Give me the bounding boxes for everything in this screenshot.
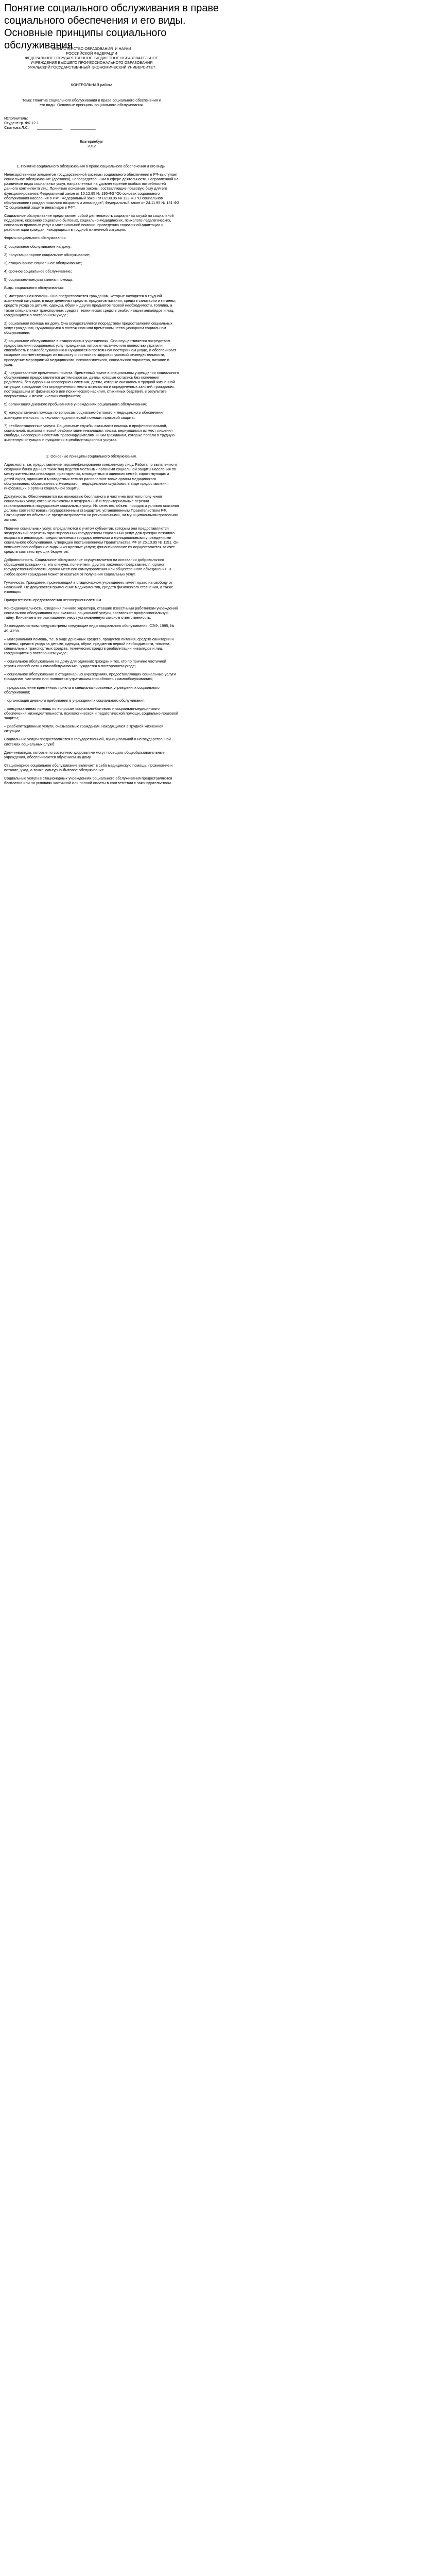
paragraph: Социальное обслуживание представляет собой деятельность социальных служб по социальной поддержке, оказанию социально-бытовых, социально-медицинских, психолого-педагогических, социально-правовых услуг и материальной помощи, проведению социальной адаптации и реабилитации граждан, находящихся в трудной жизненной ситуации. [4, 213, 174, 232]
document-title: Понятие социального обслуживания в праве социального обеспечения и его виды. Основные принципы социального обслуживания [4, 3, 219, 51]
paragraph: Формы социального обслуживания: [4, 235, 67, 241]
paragraph: Социальные услуги в стационарных учреждениях социального обслуживания предоставляются бесплатно или на условиях частичной или полной оплаты в соответствии с законодательством. [4, 776, 172, 786]
performer-line: Студент гр. ФК-12-1 [4, 121, 39, 126]
paragraph: Дети-инвалиды, которые по состоянию здоровья не могут посещать общеобразовательные учреждения, обеспечиваются обучением на дому. [4, 750, 165, 759]
paragraph: 3) социальное обслуживание в стационарных учреждениях. Оно осуществляется посредством предоставления социальных услуг гражданам, которые частично или полностью утратили способность к самообслуживанию и нуждаются в постоянном постороннем уходе, и обеспечивает создание соответствующих их возрасту и состоянию здоровья условий жизнедеятельности, проведение мероприятий медицинского, психологического, социального характера, питание и уход; [4, 338, 177, 367]
paragraph: – предоставление временного приюта в специализированных учреждениях социального обслуживания; [4, 685, 160, 694]
paragraph: 2) полустационарное социальное обслуживание; [4, 252, 90, 257]
paragraph: 5) социально-консультативная помощь. [4, 277, 74, 282]
work-type-label: КОНТРОЛЬНАЯ работа [71, 82, 113, 87]
paragraph: Перечни социальных услуг, определяются с учетом субъектов, которым они предоставляются. Федеральный перечень гарантированных государством социальных услуг для граждан пожилого возраста и инвалидов, предоставляемых государственными и муниципальными учреждениями социального обслуживания, утвержден постановлением Правительства РФ от 25.10.95 № 1151. Он включает разнообразные виды и конкретные услуги; финансирование их осуществляется за счет средств соответствующих бюджетов. [4, 526, 179, 554]
performer-line: Исполнитель: [4, 116, 28, 121]
paragraph: – реабилитационные услуги, оказываемые гражданам, находящимся в трудной жизненной ситуации. [4, 724, 164, 734]
university-header [4, 46, 179, 70]
paragraph: 6) консультативная помощь по вопросам социально-бытового и медицинского обеспечения жизнедеятельности, психолого-педагогической помощи, правовой защиты; [4, 410, 165, 420]
paragraph: Приоритетность предоставления несовершеннолетним. [4, 597, 102, 602]
paragraph: Гуманность. Гражданин, проживающий в стационарном учреждении, имеет право на свободу от наказаний. Не допускается применение медикаментов, средств физического стеснения, а также изоляции. [4, 580, 173, 594]
paragraph: 3) стационарное социальное обслуживание; [4, 260, 82, 265]
paragraph: 4) срочное социальное обслуживание; [4, 268, 72, 274]
paragraph: 1) социальное обслуживание на дому; [4, 244, 72, 249]
paragraph: – материальная помощь, т.е. в виде денежных средств, продуктов питания, средств санитарии и гигиены, средств ухода за детьми, одежды, обуви, предметов первой необходимости, топлива, специальных транспортных средств, технических средств реабилитации инвалидов и лиц, нуждающихся в постороннем уходе; [4, 636, 174, 655]
paragraph: Адресность, т.е. предоставление персонифицированно конкретному лицу. Работа по выявлению и созданию банка данных таких лиц ведется местными органами социальной защиты населения по месту жительства инвалидов, престарелых, многодетных и одиноких семей, сиротствующих и детей-сирот, одиноких и многодетных семьях располагают также органы медицинского обслуживания, образования, с Немецкого – медицинскими службами, в виде предоставления информации в органы социальной защиты. [4, 462, 177, 490]
paragraph: Виды социального обслуживания: [4, 285, 64, 291]
performer-block [4, 116, 179, 130]
section-heading: 2. Основные принципы социального обслуживания. [46, 454, 137, 459]
document-body [4, 161, 179, 2576]
paragraph: 7) реабилитационные услуги. Социальные службы оказывают помощь в профессиональной, социальной, психологической реабилитации инвалидам, лицам, вернувшимся из мест лишения свободы, несовершеннолетним правонарушителям, иным гражданам, которые попали в трудную жизненную ситуацию и нуждаются в реабилитационных услугах. [4, 423, 175, 443]
paragraph: – организация дневного пребывания в учреждениях социального обслуживания; [4, 698, 146, 703]
paragraph: 1) материальная помощь. Она предоставляется гражданам, которые находятся в трудной жизненной ситуации, в виде денежных средств, продуктов питания, средств санитарии и гигиены, средств ухода за детьми, одежды, обуви и других предметов первой необходимости, топлива, а также специальных транспортных средств, технических средств реабилитации инвалидов и лиц, нуждающихся в постороннем уходе; [4, 294, 176, 317]
topic-block [4, 98, 179, 107]
paragraph: Стационарное социальное обслуживание включает в себя медицинскую помощь, проживание и питание, уход, а также культурно-бытовое обслуживание. [4, 762, 173, 772]
section-gap [4, 446, 179, 451]
paragraph: 5) организация дневного пребывания в учреждениях социального обслуживания; [4, 402, 147, 407]
paragraph: – социальное обслуживание на дому для одиноких граждан и тех, кто по причине частичной утраты способности к самообслуживанию нуждается в постороннем уходе; [4, 659, 166, 669]
paragraph: Нелекарственным элементом государственной системы социального обеспечения в РФ выступает социальное обслуживание (доставка), непосредственным в сфере деятельности, направленной на различные виды социальных услуг, направленных на удовлетворение особых потребностей данного контингента лиц. Принятые основные законы, составляющие правовую базу для его функционирования: Федеральный закон от 10.12.95 № 195-ФЗ "Об основах социального обслуживания населения в РФ"; Федеральный закон от 02.08.95 № 122-ФЗ "О социальном обслуживании граждан пожилого возраста и инвалидов"; Федеральный закон от 24.11.95 № 181-ФЗ "О социальной защите инвалидов в РФ". [4, 172, 179, 210]
header-line: МИНИСТЕРСТВО ОБРАЗОВАНИЯ И НАУКИ [52, 46, 131, 51]
paragraph: Законодательством предусмотрены следующие виды социального обслуживания: СЭФ, 1995, № 49, 4798. [4, 623, 175, 633]
paragraph: – консультативная помощь по вопросам социально-бытового и социально-медицинского обеспечения жизнедеятельности, психологической и педагогической помощи, социально-правовой защиты; [4, 706, 178, 721]
header-line: РОССИЙСКОЙ ФЕДЕРАЦИИ [66, 51, 117, 56]
performer-line: Свиткова Л.С. ____________ ____________ [4, 125, 96, 130]
year: 2012 [87, 144, 96, 149]
paragraph: Доступность. Обеспечивается возможностью бесплатного и частично платного получения социальных услуг, которые включены в Федеральный и территориальные перечни гарантированных государством социальных услуг. Их качество, объем, порядок и условия оказания должны соответствовать государственным стандартам, установленным Правительством РФ. Сокращение их объема не предусматривается ни региональными, ни муниципальными правовыми актами. [4, 494, 179, 522]
city-year-block [4, 139, 179, 148]
header-line: УРАЛЬСКИЙ ГОСУДАРСТВЕННЫЙ ЭКОНОМИЧЕСКИЙ УНИВЕРСИТЕТ [28, 65, 155, 70]
topic-line: Тема: Понятие социального обслуживания в праве социального обеспечения и [22, 98, 161, 103]
paragraph: Социальные услуги предоставляются в государственной, муниципальной и негосударственной системах социальных служб. [4, 737, 171, 747]
paragraph: 4) предоставление временного приюта. Временный приют в специальном учреждении социального обслуживания предоставляется детям-сиротам, детям, которые остались без попечения родителей, безнадзорным несовершеннолетним, детям, которые оказались в трудной жизненной ситуации, гражданам без определенного места жительства и определенных занятий, гражданам, пострадавшим от физического или психического насилия, стихийных бедствий, в результате вооруженных и межэтнических конфликтов; [4, 370, 179, 399]
topic-line: его виды. Основные принципы социального обслуживания. [40, 103, 144, 108]
city: Екатеринбург [80, 139, 103, 144]
header-line: УЧРЕЖДЕНИЕ ВЫСШЕГО ПРОФЕССИОНАЛЬНОГО ОБРАЗОВАНИЯ [30, 60, 153, 65]
section-heading: 1. Понятие социального обслуживания в праве социального обеспечения и его виды. [16, 164, 167, 168]
header-line: ФЕДЕРАЛЬНОЕ ГОСУДАРСТВЕННОЕ БЮДЖЕТНОЕ ОБРАЗОВАТЕЛЬНОЕ [25, 56, 159, 61]
paragraph: Конфиденциальность. Сведения личного характера, ставшие известными работникам учреждений социального обслуживания при оказании социальной услуги, составляют профессиональную тайну. Виновные в ее разглашении, несут установленную законом ответственность. [4, 606, 178, 620]
paragraph: Добровольность. Социальное обслуживание осуществляется на основании добровольного обращения гражданина, его опекуна, попечителя, другого законного представителя, органа государственной власти, органа местного самоуправления или общественного объединения. В любое время гражданин может отказаться от получения социальных услуг. [4, 557, 171, 577]
paragraph: – социальное обслуживание в стационарных учреждениях, предоставляющих социальные услуги гражданам, частично или полностью утратившим способность к самообслуживанию; [4, 672, 176, 682]
paragraph: 2) социальная помощь на дому. Она осуществляется посредством предоставления социальных услуг гражданам, нуждающимся в постоянном или временном нестационарном социальном обслуживании; [4, 320, 173, 335]
work-type [4, 82, 179, 87]
